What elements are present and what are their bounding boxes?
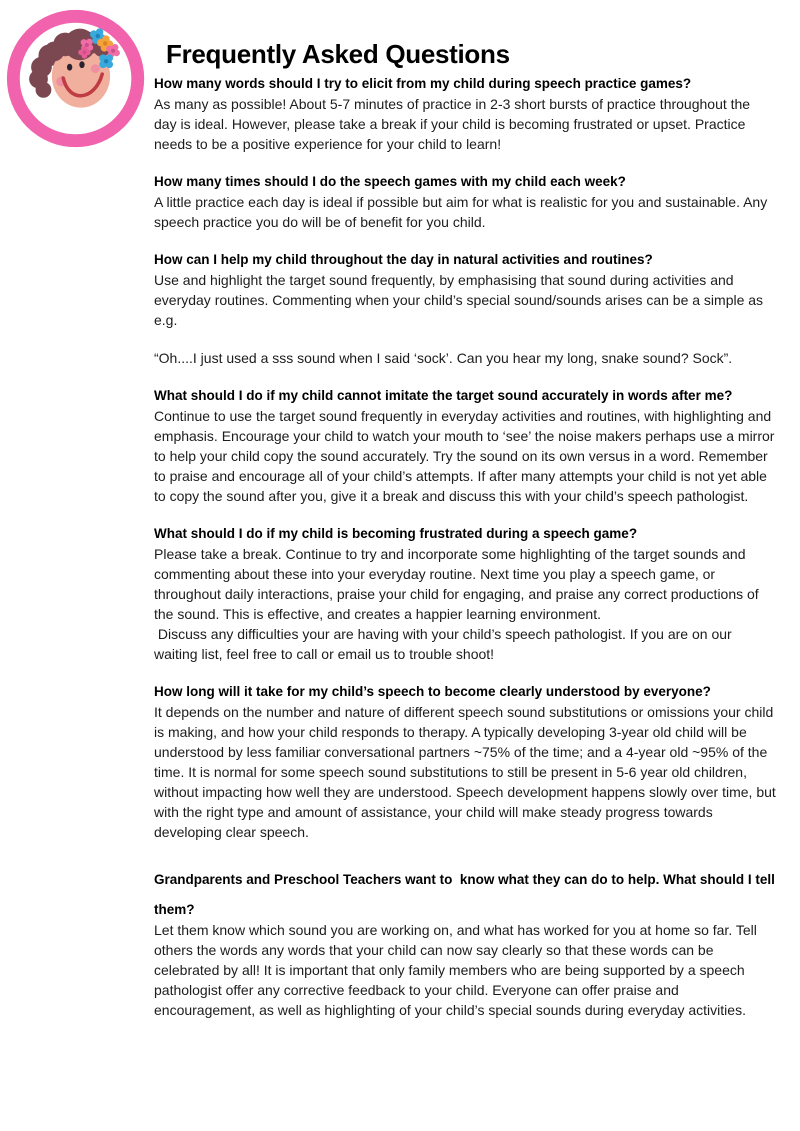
faq-list: [154, 74, 780, 1020]
faq-content: [154, 74, 780, 1020]
faq-question-line: How many times should I do the speech games with my child each week?: [154, 174, 626, 189]
faq-question-line: How can I help my child throughout the day in natural activities and routines?: [154, 252, 653, 267]
faq-section: [154, 250, 776, 330]
faq-question: [154, 870, 776, 920]
faq-question: [154, 386, 776, 406]
faq-question: [154, 172, 776, 192]
faq-section: [154, 348, 776, 368]
faq-answers: [154, 544, 776, 664]
faq-question-line: them?: [154, 902, 195, 917]
faq-section: [154, 682, 780, 842]
faq-question-line: What should I do if my child is becoming frustrated during a speech game?: [154, 526, 638, 541]
faq-question-line: Grandparents and Preschool Teachers want to know what they can do to help. What should I tell: [154, 872, 775, 887]
faq-answer-paragraph: Use and highlight the target sound frequently, by emphasising that sound during activities and everyday routines. Commenting when your child’s special sound/sounds arises can be a simple as e.g.: [154, 272, 767, 328]
faq-section: [154, 870, 776, 1020]
faq-section: [154, 74, 776, 154]
faq-question-line: How long will it take for my child’s speech to become clearly understood by everyone?: [154, 684, 711, 699]
faq-answer-paragraph: Let them know which sound you are working on, and what has worked for you at home so far. Tell others the words any words that your child can now say clearly so that these words can be celebrated by all! It is important that only family members who are being supported by a speech pathologist offer any corrective feedback to your child. Everyone can offer praise and encouragement, as well as highlighting of your child’s special sounds during everyday activities.: [154, 922, 761, 1018]
faq-question: [154, 524, 776, 544]
logo: [0, 0, 158, 158]
faq-question-line: What should I do if my child cannot imitate the target sound accurately in words after me?: [154, 388, 733, 403]
faq-answers: [154, 192, 776, 232]
faq-answers: [154, 406, 779, 506]
faq-answers: [154, 920, 776, 1020]
faq-answer-paragraph: It depends on the number and nature of different speech sound substitutions or omissions your child is making, and how your child responds to therapy. A typically developing 3-year old child will be understood by less familiar conversational partners ~75% of the time; and a 4-year old ~95% of the time. It is normal for some speech sound substitutions to still be present in 5-6 year old children, without impacting how well they are understood. Speech development happens slowly over time, but with the right type and amount of assistance, your child will make steady progress towards developing clear speech.: [154, 704, 780, 840]
faq-answer-paragraph: “Oh....I just used a sss sound when I said ‘sock’. Can you hear my long, snake sound? Sock”.: [154, 350, 733, 366]
faq-answers: [154, 348, 776, 368]
faq-section: [154, 524, 776, 664]
faq-answers: [154, 94, 776, 154]
faq-answers: [154, 702, 780, 842]
faq-answer-paragraph: Please take a break. Continue to try and incorporate some highlighting of the target sounds and commenting about these into your everyday routine. Next time you play a speech game, or throughout daily interactions, praise your child for engaging, and praise any correct productions of the sound. This is effective, and creates a happier learning environment.: [154, 546, 763, 622]
faq-question-line: How many words should I try to elicit from my child during speech practice games?: [154, 76, 692, 91]
faq-answer-paragraph: As many as possible! About 5-7 minutes of practice in 2-3 short bursts of practice throughout the day is ideal. However, please take a break if your child is becoming frustrated or upset. Practice needs to be a positive experience for your child to learn!: [154, 96, 754, 152]
faq-answer-paragraph: Continue to use the target sound frequently in everyday activities and routines, with highlighting and emphasis. Encourage your child to watch your mouth to ‘see’ the noise makers perhaps use a mirror to help your child copy the sound accurately. Try the sound on its own versus in a word. Remember to praise and encourage all of your child’s attempts. If after many attempts your child is not yet able to copy the sound after you, give it a break and discuss this with your child’s speech pathologist.: [154, 408, 779, 504]
faq-section: [154, 386, 779, 506]
faq-answer-paragraph: A little practice each day is ideal if possible but aim for what is realistic for you and sustainable. Any speech practice you do will be of benefit for you child.: [154, 194, 772, 230]
faq-answer-paragraph: Discuss any difficulties your are having with your child’s speech pathologist. If you are on our waiting list, feel free to call or email us to trouble shoot!: [154, 626, 736, 662]
faq-question: [154, 682, 776, 702]
faq-question: [154, 74, 776, 94]
faq-section: [154, 172, 776, 232]
faq-answers: [154, 270, 776, 330]
faq-question: [154, 250, 776, 270]
page-title: Frequently Asked Questions: [166, 39, 510, 70]
